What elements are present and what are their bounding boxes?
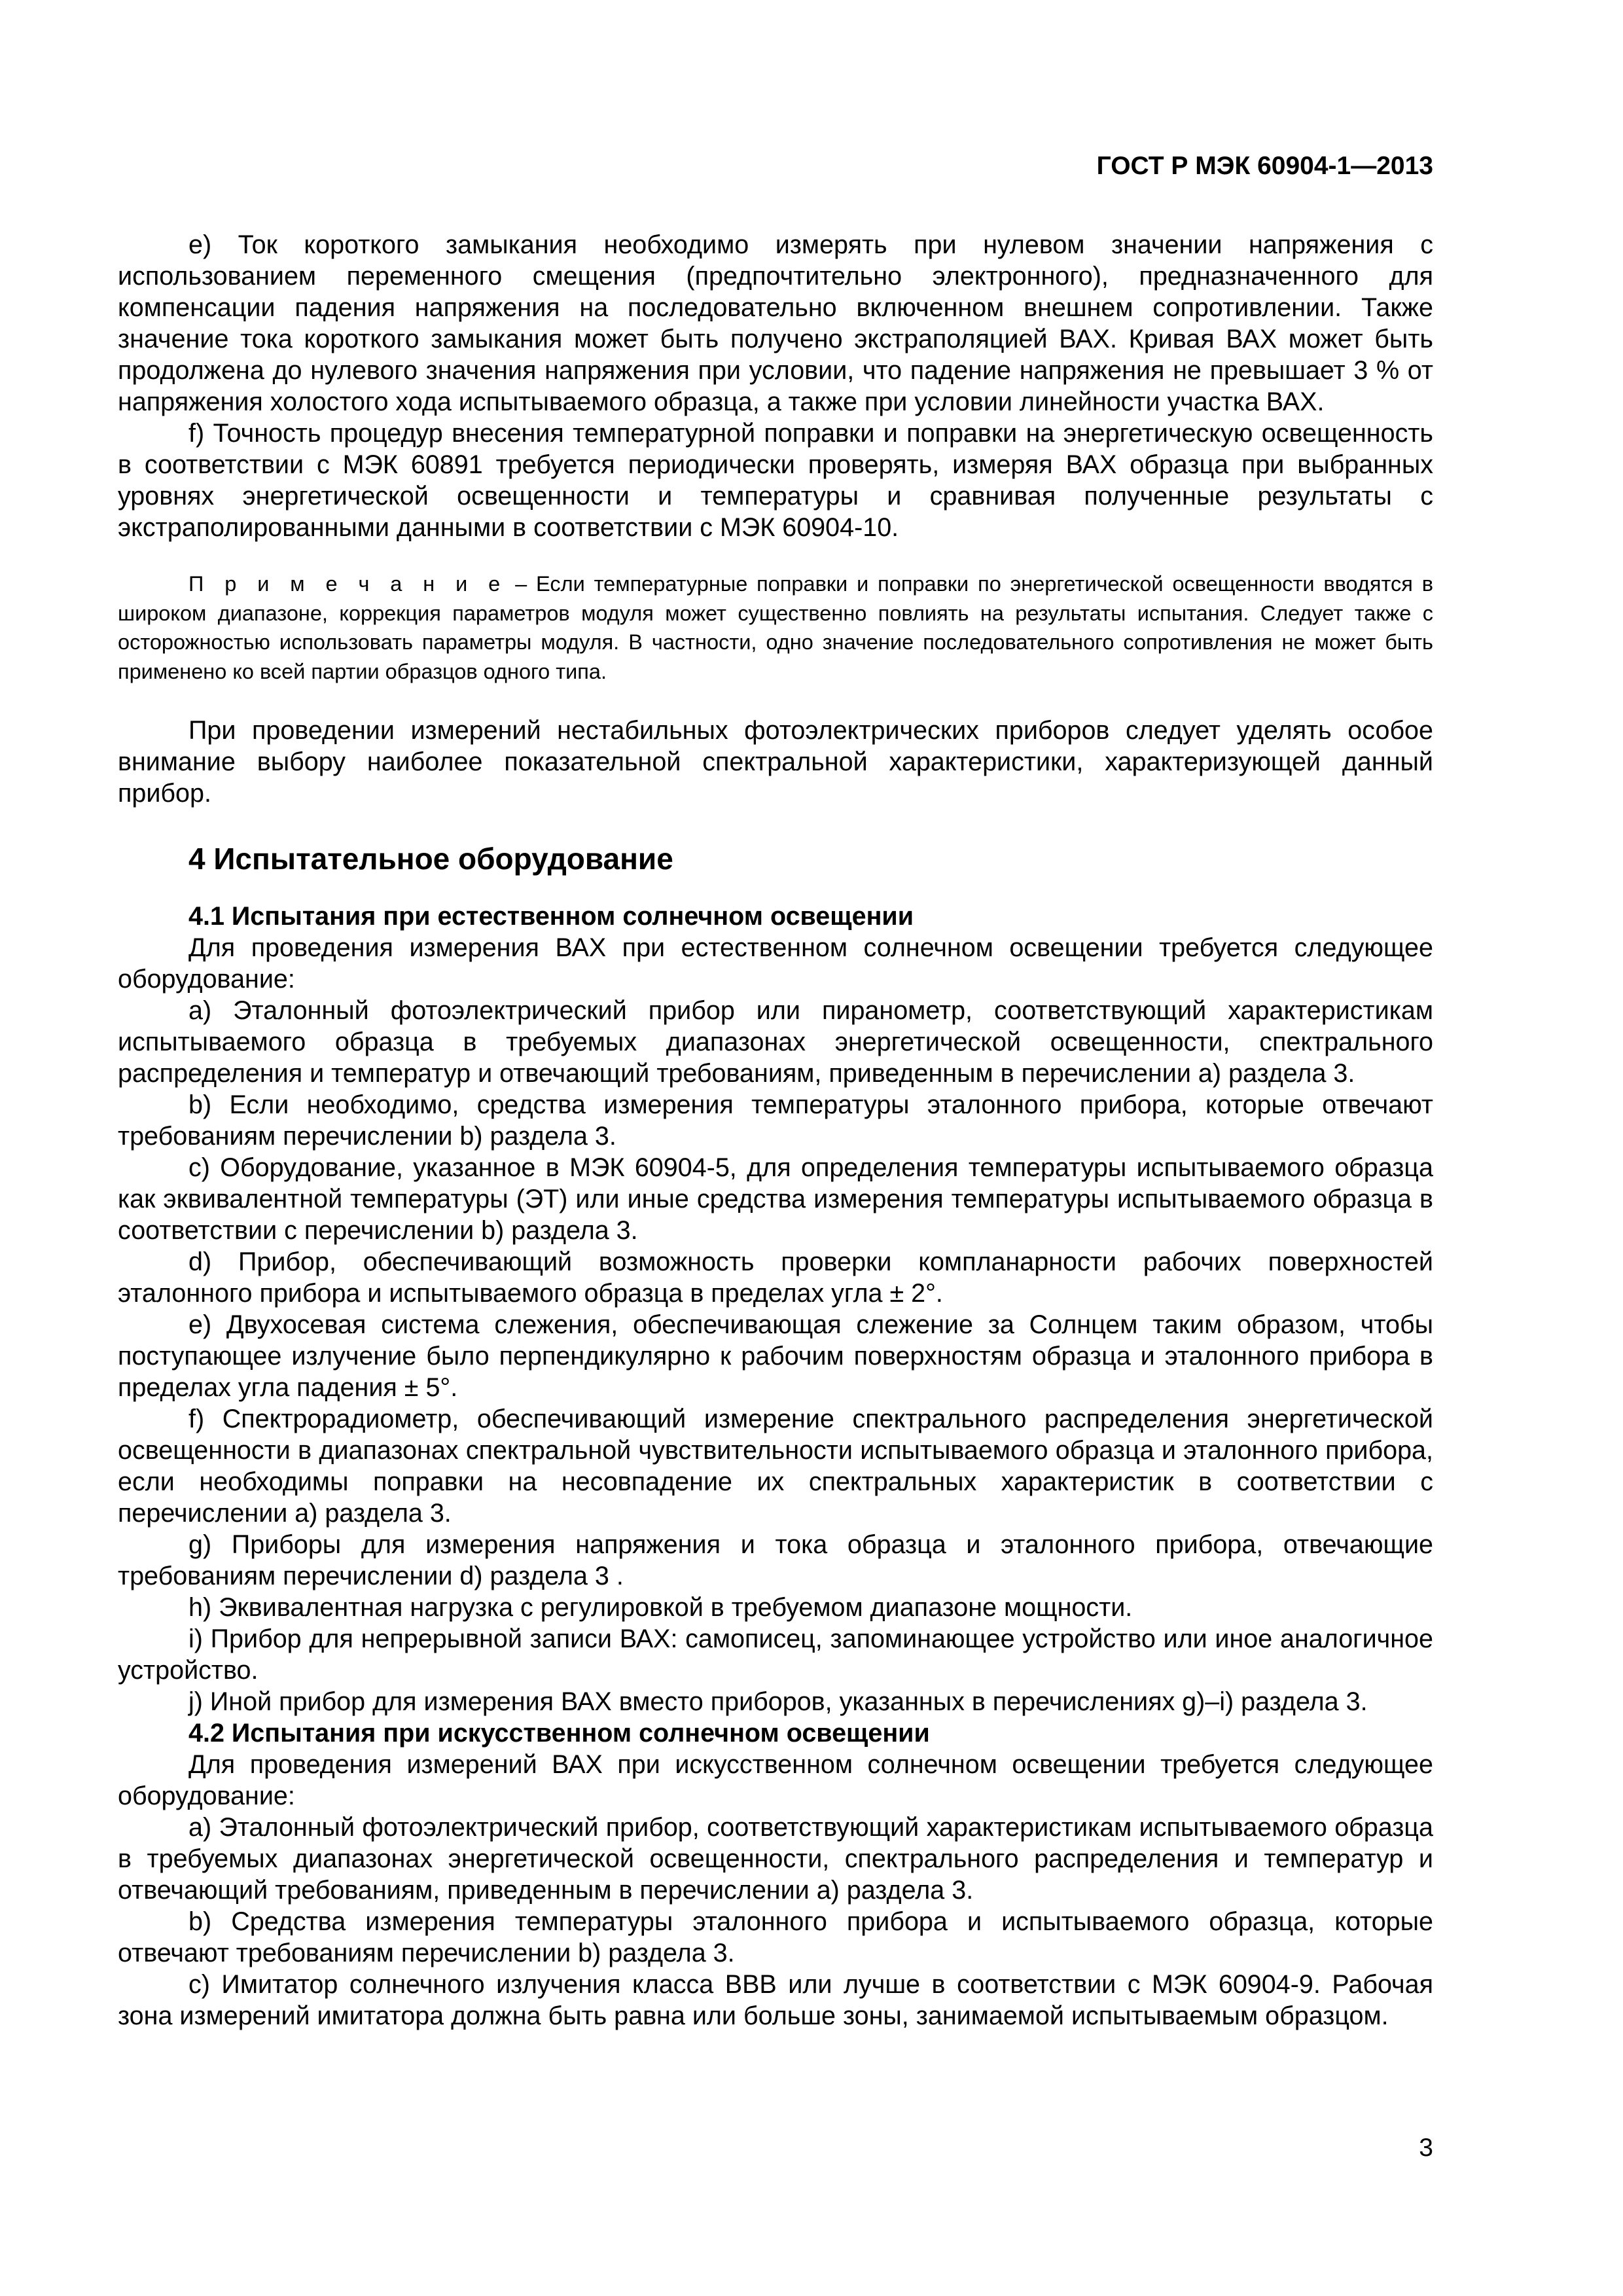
list-item-4-2-c: c) Имитатор солнечного излучения класса ВВВ или лучше в соответствии с МЭК 60904-9. Рабочая зона измерений имитатора должна быть равна или больше зоны, занимаемой испытываемым образцом. [118, 1970, 1433, 2030]
list-item-4-1-f: f) Спектрорадиометр, обеспечивающий измерение спектрального распределения энергетической освещенности в диапазонах спектральной чувствительности испытываемого образца и эталонного прибора, если необходимы поправки на несовпадение их спектральных характеристик в соответствии с перечислении a) раздела 3. [118, 1405, 1433, 1528]
paragraph-short-circuit-current: e) Ток короткого замыкания необходимо измерять при нулевом значении напряжения с использованием переменного смещения (предпочтительно электронного), предназначенного для компенсации падения напряжения на последовательно включенном внешнем сопротивлении. Также значение тока короткого замыкания может быть получено экстраполяцией ВАХ. Кривая ВАХ может быть продолжена до нулевого значения напряжения при условии, что падение напряжения не превышает 3 % от напряжения холостого хода испытываемого образца, а также при условии линейности участка ВАХ. [118, 230, 1433, 416]
list-item-4-1-d: d) Прибор, обеспечивающий возможность проверки компланарности рабочих поверхностей эталонного прибора и испытываемого образца в пределах угла ± 2°. [118, 1247, 1433, 1308]
document-header: ГОСТ Р МЭК 60904-1—2013 [1096, 152, 1433, 180]
list-item-4-2-b: b) Средства измерения температуры эталонного прибора и испытываемого образца, которые отвечают требованиям перечислении b) раздела 3. [118, 1907, 1433, 1967]
list-item-4-1-j: j) Иной прибор для измерения ВАХ вместо приборов, указанных в перечислениях g)–i) раздела 3. [188, 1687, 1368, 1716]
subsection-4-1-title: 4.1 Испытания при естественном солнечном освещении [188, 902, 914, 931]
list-item-4-1-e: e) Двухосевая система слежения, обеспечивающая слежение за Солнцем таким образом, чтобы поступающее излучение было перпендикулярно к рабочим поверхностям образца и эталонного прибора в пределах угла падения ± 5°. [118, 1310, 1433, 1402]
page-number: 3 [1419, 2134, 1433, 2162]
list-item-4-1-a: a) Эталонный фотоэлектрический прибор или пиранометр, соответствующий характеристикам испытываемого образца в требуемых диапазонах энергетической освещенности, спектрального распределения и температур и отвечающий требованиям, приведенным в перечислении a) раздела 3. [118, 996, 1433, 1088]
list-item-4-2-a: a) Эталонный фотоэлектрический прибор, соответствующий характеристикам испытываемого образца в требуемых диапазонах энергетической освещенности, спектрального распределения и температур и отвечающий требованиям, приведенным в перечислении a) раздела 3. [118, 1813, 1433, 1905]
paragraph-correction-accuracy: f) Точность процедур внесения температурной поправки и поправки на энергетическую освещенность в соответствии с МЭК 60891 требуется периодически проверять, измеряя ВАХ образца при выбранных уровнях энергетической освещенности и температуры и сравнивая полученные результаты с экстраполированными данными в соответствии с МЭК 60904-10. [118, 419, 1433, 542]
subsection-4-2-title: 4.2 Испытания при искусственном солнечном освещении [188, 1719, 930, 1748]
note-block [118, 569, 1433, 686]
note-text: – Если температурные поправки и поправки по энергетической освещенности вводятся в широком диапазоне, коррекция параметров модуля может существенно повлиять на результаты испытания. Следует также с осторожностью использовать параметры модуля. В частности, одно значение последовательного сопротивления не может быть применено ко всей партии образцов одного типа. [118, 572, 1433, 683]
list-item-4-1-c: c) Оборудование, указанное в МЭК 60904-5, для определения температуры испытываемого образца как эквивалентной температуры (ЭТ) или иные средства измерения температуры испытываемого образца в соответствии с перечислении b) раздела 3. [118, 1153, 1433, 1245]
paragraph-unstable-devices: При проведении измерений нестабильных фотоэлектрических приборов следует уделять особое внимание выбору наиболее показательной спектральной характеристики, характеризующей данный прибор. [118, 716, 1433, 808]
document-body [118, 229, 1433, 2032]
note-label: П р и м е ч а н и е [188, 572, 507, 596]
subsection-4-2-intro: Для проведения измерений ВАХ при искусственном солнечном освещении требуется следующее оборудование: [118, 1750, 1433, 1810]
list-item-4-1-h: h) Эквивалентная нагрузка с регулировкой в требуемом диапазоне мощности. [188, 1593, 1133, 1622]
section-4-title: 4 Испытательное оборудование [188, 842, 673, 876]
list-item-4-1-i: i) Прибор для непрерывной записи ВАХ: самописец, запоминающее устройство или иное аналогичное устройство. [118, 1624, 1433, 1685]
list-item-4-1-g: g) Приборы для измерения напряжения и тока образца и эталонного прибора, отвечающие требованиям перечислении d) раздела 3 . [118, 1530, 1433, 1590]
subsection-4-1-intro: Для проведения измерения ВАХ при естественном солнечном освещении требуется следующее оборудование: [118, 933, 1433, 994]
list-item-4-1-b: b) Если необходимо, средства измерения температуры эталонного прибора, которые отвечают требованиям перечислении b) раздела 3. [118, 1090, 1433, 1151]
